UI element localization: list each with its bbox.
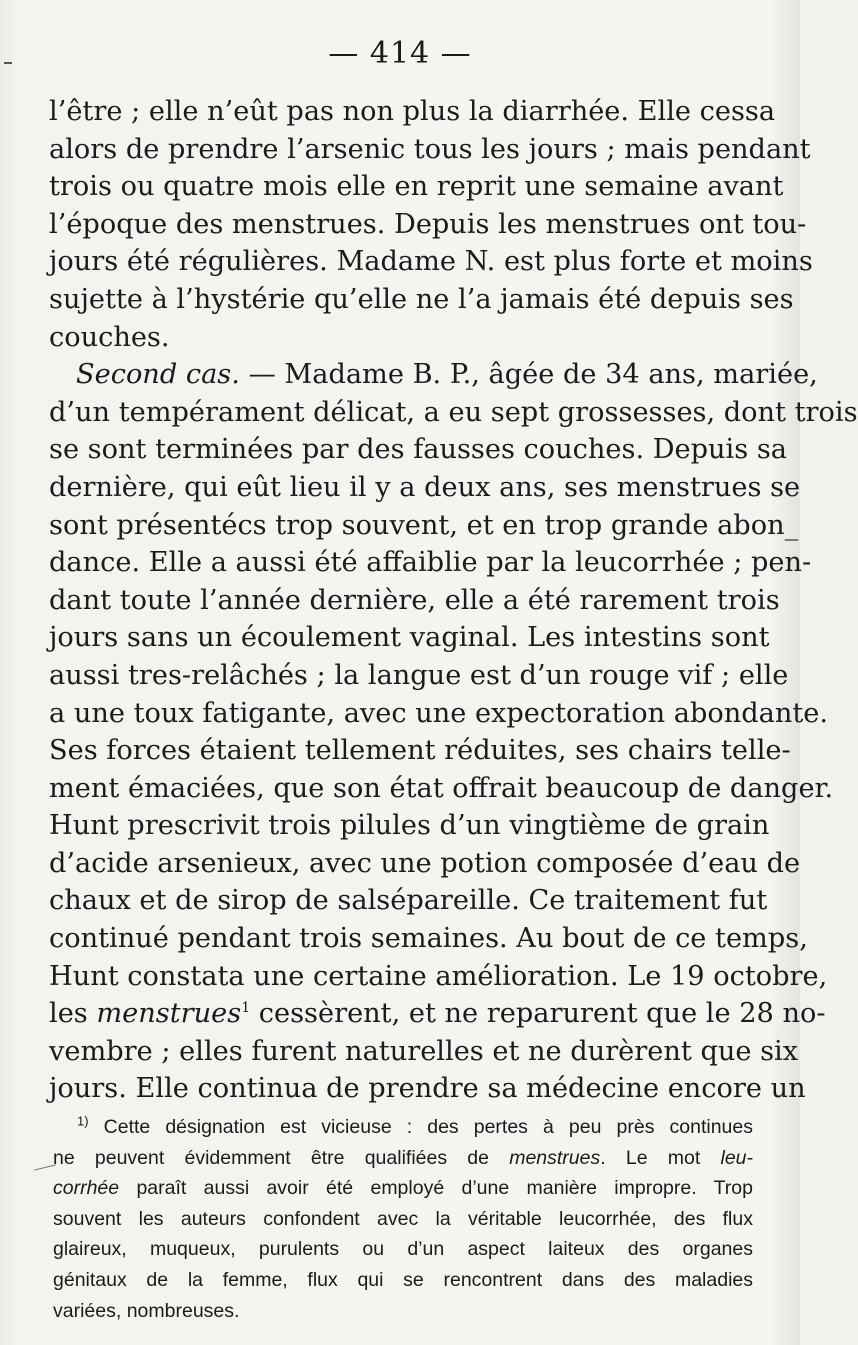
text-line: l’être ; elle n’eût pas non plus la diarrhée. Elle cessa [49,96,776,127]
text-line: l’époque des menstrues. Depuis les menstrues ont tou- [49,208,807,240]
footnote [53,1112,753,1326]
emphasized-word: corrhée [53,1177,120,1200]
footnote-line [53,1112,753,1143]
text-line: sont présentécs trop souvent, et en trop grande abon_ [49,509,799,541]
text-line: jours. Elle continua de prendre sa médecine encore un [49,1073,806,1105]
text-line: alors de prendre l’arsenic tous les jours ; mais pendant [49,133,811,165]
text-line: Ses forces étaient tellement réduites, ses chairs telle- [49,735,791,767]
text-line: d’acide arsenieux, avec une potion composée d’eau de [49,847,801,879]
footnote-line: variées, nombreuses. [53,1299,240,1322]
text-line: se sont terminées par des fausses couches. Depuis sa [49,434,787,466]
emphasized-word: menstrues [96,998,242,1030]
main-text [49,93,858,1108]
text-line: continué pendant trois semaines. Au bout de ce temps, [49,923,808,955]
text-fragment: — Madame B. P., âgée de 34 ans, mariée, [248,359,818,391]
footnote-line: génitaux de la femme, flux qui se rencontrent dans des maladies [53,1268,753,1291]
text-line: aussi tres-relâchés ; la langue est d’un rouge vif ; elle [49,659,789,691]
text-fragment: paraît aussi avoir été employé d’une manière impropre. Trop [119,1177,753,1200]
text-line: ment émaciées, que son état offrait beaucoup de danger. [49,772,834,804]
second-case-heading-line [49,356,818,394]
text-line: jours été régulières. Madame N. est plus forte et moins [49,246,813,278]
text-line: trois ou quatre mois elle en reprit une semaine avant [49,171,784,203]
text-fragment: Cette désignation est vicieuse : des pertes à peu près continues [103,1116,753,1138]
text-line: a une toux fatigante, avec une expectoration abondante. [49,697,829,729]
text-line: Hunt prescrivit trois pilules d’un vingtième de grain [49,810,770,842]
text-line: sujette à l’hystérie qu’elle ne l’a jamais été depuis ses [49,283,794,315]
text-line: dance. Elle a aussi été affaiblie par la leucorrhée ; pen- [49,547,812,579]
text-line: jours sans un écoulement vaginal. Les intestins sont [49,622,770,654]
text-line: Hunt constata une certaine amélioration. Le 19 octobre, [49,960,828,992]
text-line: d’un tempérament délicat, a eu sept grossesses, dont trois [49,396,858,428]
emphasized-word: menstrues [509,1146,601,1169]
page-number: — 414 — [328,36,472,71]
text-line: dernière, qui eût lieu il y a deux ans, ses menstrues se [49,471,801,503]
text-line: couches. [49,321,170,353]
text-fragment: ne peuvent évidemment être qualifiées de [53,1146,510,1169]
footnote-line: souvent les auteurs confondent avec la véritable leucorrhée, des flux [53,1207,753,1230]
text-line: vembre ; elles furent naturelles et ne durèrent que six [49,1035,799,1067]
second-case-label: Second cas. [76,359,240,391]
footnote-line [53,1143,753,1174]
text-fragment: les [49,998,97,1030]
footnote-line [53,1173,753,1204]
text-fragment: cessèrent, et ne reparurent que le 28 no- [250,998,826,1030]
text-line: chaux et de sirop de salsépareille. Ce traitement fut [49,885,768,917]
text-line-footnote-ref [49,995,826,1033]
text-line: dant toute l’année dernière, elle a été rarement trois [49,584,780,616]
footnote-marker: 1) [77,1113,89,1129]
emphasized-word: leu- [720,1146,754,1169]
text-fragment: . Le mot [600,1146,721,1169]
footnote-reference[interactable]: 1 [241,1000,251,1017]
footnote-line: glaireux, muqueux, purulents ou d’un aspect laiteux des organes [53,1238,753,1261]
